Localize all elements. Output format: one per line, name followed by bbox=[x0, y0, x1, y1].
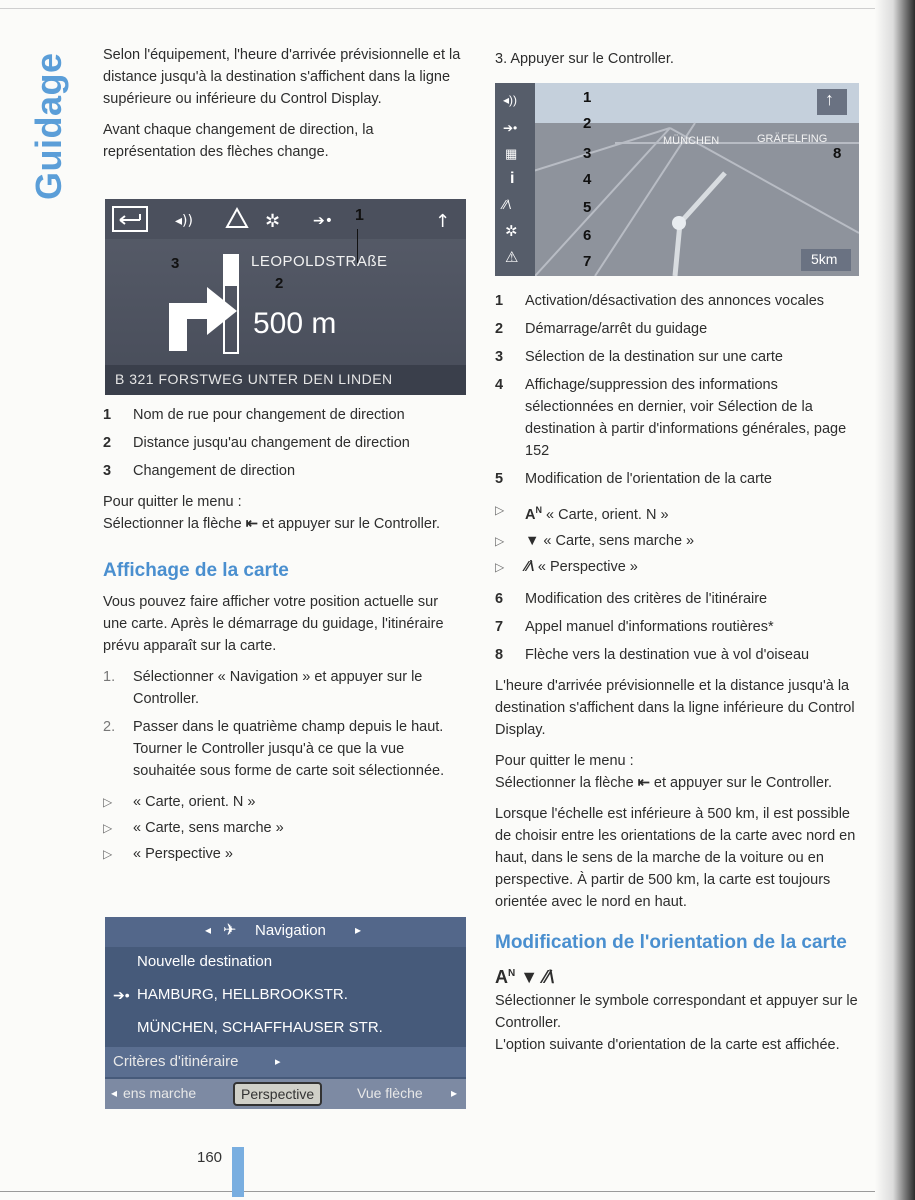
tab-perspective[interactable]: Perspective bbox=[233, 1082, 322, 1106]
triangle-bullet-icon: ▷ bbox=[495, 503, 505, 517]
quit-instruction: Sélectionner la flèche ⇤ et appuyer sur le Controller. bbox=[495, 774, 832, 791]
menu-item-new-destination[interactable]: Nouvelle destination bbox=[137, 953, 273, 970]
option-item: ▷ ⁄⁄\ « Perspective » bbox=[495, 556, 860, 578]
side-title-text: Guidage bbox=[28, 52, 69, 200]
map-callout: 6 bbox=[583, 227, 592, 244]
step-list bbox=[103, 666, 465, 782]
triangle-bullet-icon: ▷ bbox=[103, 795, 113, 809]
menu-item-hamburg[interactable]: HAMBURG, HELLBROOKSTR. bbox=[137, 986, 348, 1003]
city-grafelfing: GRÄFELFING bbox=[757, 133, 828, 145]
map-view bbox=[495, 83, 859, 276]
menu-item-route-criteria-row[interactable] bbox=[105, 1047, 466, 1077]
legend-item: 1 Activation/désactivation des annonces vocales bbox=[495, 293, 825, 309]
chevron-right-icon: ▸ bbox=[275, 1056, 281, 1068]
tab-sens-marche[interactable]: ens marche bbox=[123, 1085, 197, 1101]
guidance-active-icon: ➔• bbox=[113, 987, 130, 1003]
select-instruction: Sélectionner le symbole correspondant et appuyer sur le Controller. bbox=[495, 992, 858, 1031]
triangle-bullet-icon: ▷ bbox=[103, 847, 113, 861]
street-name: LEOPOLDSTRAßE bbox=[251, 253, 388, 270]
left-column bbox=[103, 44, 465, 172]
page-number: 160 bbox=[197, 1149, 223, 1166]
back-arrow-glyph-icon bbox=[120, 214, 140, 224]
turn-legend bbox=[103, 404, 465, 482]
guidance-icon: ➔• bbox=[313, 213, 333, 229]
info-icon[interactable]: i bbox=[510, 170, 515, 187]
turn-arrow-icon bbox=[145, 259, 265, 369]
status-icons bbox=[105, 199, 466, 239]
step-item: 1. Sélectionner « Navigation » et appuyer sur le Controller. bbox=[103, 669, 423, 707]
map-callout: 8 bbox=[833, 145, 842, 162]
scale-note: Lorsque l'échelle est inférieure à 500 km, il est possible de choisir entre les orientations de la carte avec nord en haut, dans le sens de la marche de la voiture ou en perspective. À partir de 500 km, la carte est toujours orientée avec le nord en haut. bbox=[495, 805, 856, 910]
map-callout: 3 bbox=[583, 145, 592, 162]
legend-item: 3 Sélection de la destination sur une carte bbox=[495, 349, 783, 365]
legend-item: 7 Appel manuel d'informations routières* bbox=[495, 618, 774, 635]
map-side-icons bbox=[495, 83, 535, 276]
view-tab-bar bbox=[105, 1079, 466, 1109]
map-intro: Vous pouvez faire afficher votre position actuelle sur une carte. Après le démarrage du guidage, l'itinéraire prévu apparaît sur la carte. bbox=[103, 594, 444, 654]
map-scale[interactable]: 5km bbox=[811, 251, 838, 267]
heading-up-icon: ▼ bbox=[525, 532, 540, 549]
guidance-icon[interactable]: ➔• bbox=[503, 121, 518, 135]
menu-item-route-criteria: Critères d'itinéraire bbox=[113, 1053, 239, 1070]
current-road: B 321 FORSTWEG UNTER DEN LINDEN bbox=[115, 371, 393, 387]
back-arrow-icon: ⇤ bbox=[245, 516, 258, 532]
map-callout: 5 bbox=[583, 199, 592, 216]
warning-icon[interactable]: ⚠ bbox=[505, 249, 519, 266]
north-arrow-icon: ↑ bbox=[825, 89, 834, 109]
intro-paragraph: Selon l'équipement, l'heure d'arrivée prévisionnelle et la distance jusqu'à la destination s'affichent dans la ligne supérieure ou inférieure du Control Display. bbox=[103, 47, 461, 107]
north-arrow-icon: ↑ bbox=[435, 211, 451, 232]
orientation-options bbox=[495, 499, 860, 578]
triangle-bullet-icon: ▷ bbox=[495, 533, 505, 548]
next-option-note: L'option suivante d'orientation de la carte est affichée. bbox=[495, 1036, 840, 1053]
map-legend-2 bbox=[495, 588, 860, 666]
triangle-bullet-icon: ▷ bbox=[103, 821, 113, 835]
quit-label: Pour quitter le menu : bbox=[103, 494, 242, 510]
option-item: ▷ « Carte, sens marche » bbox=[103, 817, 465, 839]
legend-item: 2 Distance jusqu'au changement de direction bbox=[103, 435, 410, 451]
callout-3: 3 bbox=[171, 255, 180, 272]
callout-1: 1 bbox=[355, 207, 364, 224]
navigation-menu-screenshot bbox=[105, 917, 466, 1109]
section-heading: Affichage de la carte bbox=[103, 560, 289, 581]
menu-item-munchen[interactable]: MÜNCHEN, SCHAFFHAUSER STR. bbox=[137, 1019, 383, 1036]
road-bar bbox=[105, 365, 466, 395]
back-arrow-icon: ⇤ bbox=[637, 774, 650, 791]
route-criteria-icon: ✲ bbox=[265, 211, 281, 232]
map-screenshot bbox=[495, 83, 859, 276]
perspective-icon: ⁄⁄\ bbox=[525, 558, 534, 575]
turn-display-screenshot bbox=[105, 199, 466, 395]
right-column bbox=[495, 48, 860, 79]
map-callout: 4 bbox=[583, 171, 592, 188]
step-item: 2. Passer dans le quatrième champ depuis le haut. Tourner le Controller jusqu'à ce que la vue souhaitée sous forme de carte soit sélectionnée. bbox=[103, 719, 445, 779]
option-item: ▷ ▼ « Carte, sens marche » bbox=[495, 530, 860, 552]
top-rule bbox=[0, 8, 895, 9]
distance-value: 500 m bbox=[253, 307, 337, 340]
heading-up-icon: ▼ bbox=[520, 966, 539, 987]
menu-title: Navigation bbox=[255, 922, 326, 939]
distance-bar bbox=[223, 254, 239, 354]
step-3: 3. Appuyer sur le Controller. bbox=[495, 51, 674, 67]
north-up-icon: $A^N$ bbox=[495, 966, 516, 987]
triangle-bullet-icon: ▷ bbox=[495, 559, 505, 574]
section-heading: Modification de l'orientation de la carte bbox=[495, 931, 847, 953]
chevron-left-icon: ◂ bbox=[205, 923, 212, 937]
legend-item: 8 Flèche vers la destination vue à vol d'oiseau bbox=[495, 646, 810, 663]
right-column-2 bbox=[495, 290, 860, 1065]
chevron-left-icon: ◂ bbox=[111, 1086, 118, 1100]
map-callout: 7 bbox=[583, 253, 592, 270]
chevron-right-icon: ▸ bbox=[451, 1086, 458, 1100]
quit-instruction: Sélectionner la flèche ⇤ et appuyer sur le Controller. bbox=[103, 516, 440, 532]
tab-vue-fleche[interactable]: Vue flèche bbox=[357, 1085, 423, 1101]
speaker-icon: ◂)) bbox=[175, 213, 193, 229]
legend-item: 6 Modification des critères de l'itinéraire bbox=[495, 590, 768, 607]
distance-bar-fill bbox=[225, 256, 237, 286]
speaker-icon[interactable]: ◂)) bbox=[503, 93, 518, 107]
option-item: ▷ « Carte, orient. N » bbox=[103, 791, 465, 813]
map-legend bbox=[495, 290, 860, 490]
status-bar bbox=[105, 199, 466, 239]
callout-2: 2 bbox=[275, 275, 284, 292]
quit-label: Pour quitter le menu : bbox=[495, 752, 634, 769]
legend-item: 4 Affichage/suppression des informations sélectionnées en dernier, voir Sélection de la destination à partir d'informations générales, page 152 bbox=[495, 377, 847, 459]
route-criteria-icon[interactable]: ✲ bbox=[505, 223, 518, 240]
map-destination-icon[interactable]: ▦ bbox=[505, 146, 518, 161]
arrival-paragraph: L'heure d'arrivée prévisionnelle et la distance jusqu'à la destination s'affichent dans la ligne inférieure du Control Display. bbox=[495, 677, 855, 738]
orientation-symbols bbox=[495, 963, 860, 988]
north-up-icon: $A^N$ bbox=[525, 505, 542, 523]
bottom-rule bbox=[0, 1191, 895, 1192]
perspective-icon: ⁄⁄\ bbox=[543, 966, 555, 987]
left-column-2 bbox=[103, 404, 465, 875]
navigation-icon: ✈ bbox=[223, 922, 237, 939]
legend-item: 2 Démarrage/arrêt du guidage bbox=[495, 321, 708, 337]
legend-item: 3 Changement de direction bbox=[103, 463, 296, 479]
section-side-title bbox=[28, 52, 69, 370]
view-options bbox=[103, 791, 465, 865]
option-item: ▷ « Perspective » bbox=[103, 843, 465, 865]
warning-icon bbox=[227, 209, 247, 227]
menu-title-bar bbox=[105, 917, 466, 947]
arrows-paragraph: Avant chaque changement de direction, la représentation des flèches change. bbox=[103, 122, 374, 160]
city-munchen: MÜNCHEN bbox=[663, 135, 720, 147]
map-callout: 1 bbox=[583, 89, 592, 106]
map-callout: 2 bbox=[583, 115, 592, 132]
page-marker bbox=[232, 1147, 244, 1197]
option-item: ▷ $A^N$ « Carte, orient. N » bbox=[495, 499, 860, 526]
chevron-right-icon: ▸ bbox=[355, 923, 362, 937]
page-edge-shadow bbox=[875, 0, 915, 1200]
legend-item: 1 Nom de rue pour changement de direction bbox=[103, 407, 405, 423]
legend-item: 5 Modification de l'orientation de la carte bbox=[495, 471, 772, 487]
perspective-icon[interactable]: ⁄⁄\ bbox=[503, 197, 511, 212]
